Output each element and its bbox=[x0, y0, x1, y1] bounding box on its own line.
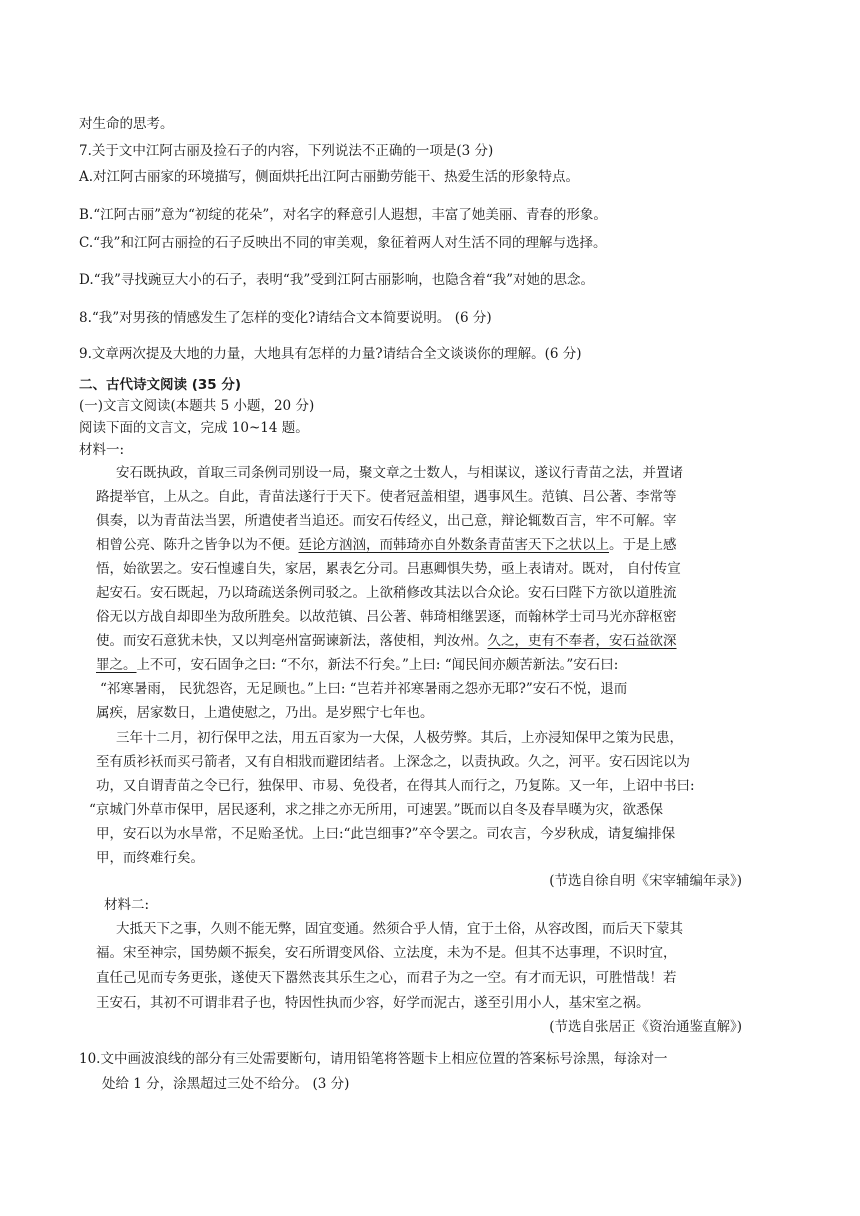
material-1-line: “祁寒暑雨， 民犹怨咨，无足顾也。”上曰: “岂若并祁寒暑雨之怨亦无耶?”安石不悦，退而 bbox=[100, 681, 628, 697]
material-1-label: 材料一: bbox=[79, 442, 125, 458]
question-10-line-2: 处给 1 分，涂黑超过三处不给分。 (3 分) bbox=[102, 1076, 350, 1092]
material-1-line: 悟，始欲罢之。安石惶遽自失，家居，累表乞分司。吕惠卿惧失势，亟上表请对。既对， 自付传宣 bbox=[96, 561, 681, 577]
material-1-line: 属疾，居家数日，上遣使慰之，乃出。是岁熙宁七年也。 bbox=[96, 705, 434, 721]
continuation-text: 对生命的思考。 bbox=[79, 116, 174, 132]
text-segment: 相曾公亮、陈升之皆争以为不便。 bbox=[96, 537, 299, 553]
question-7-option-b: B.“江阿古丽”意为“初绽的花朵”，对名字的释意引人遐想，丰富了她美丽、青春的形象。 bbox=[79, 207, 607, 223]
material-1-line: 甲，而终难行矣。 bbox=[96, 850, 204, 866]
material-1-line: 至有质衫袄而买弓箭者，又有自相戕而避团结者。上深念之，以责执政。久之，河平。安石因诧以为 bbox=[96, 754, 690, 770]
material-1-line: “京城门外草市保甲，居民逐利，求之排之亦无所用，可速罢。”既而以自冬及春旱暵为灾，欲悉保 bbox=[89, 802, 664, 818]
section-heading: 二、古代诗文阅读 (35 分) bbox=[79, 377, 242, 393]
question-7-option-a: A.对江阿古丽家的环境描写，侧面烘托出江阿古丽勤劳能干、热爱生活的形象特点。 bbox=[79, 169, 580, 185]
material-1-line: 起安石。安石既起，乃以琦疏送条例司驳之。上欲稍修改其法以合众论。安石曰陛下方欲以道胜流 bbox=[96, 585, 677, 601]
question-9: 9.文章两次提及大地的力量，大地具有怎样的力量?请结合全文谈谈你的理解。(6 分) bbox=[79, 346, 582, 362]
material-1-line: 安石既执政，首取三司条例司别设一局，聚文章之士数人，与相谋议，遂议行青苗之法，并置诸 bbox=[116, 465, 683, 481]
material-2-label: 材料二: bbox=[104, 897, 150, 913]
material-1-line bbox=[96, 631, 677, 651]
material-2-line: 大抵天下之事，久则不能无弊，固宜变通。然须合乎人情，宜于土俗，从容改图，而后天下蒙其 bbox=[116, 921, 683, 937]
question-7-option-c: C.“我”和江阿古丽捡的石子反映出不同的审美观，象征着两人对生活不同的理解与选择。 bbox=[79, 235, 607, 251]
material-2-line: 福。宋至神宗，国势颇不振矣，安石所谓变风俗、立法度，未为不是。但其不达事理，不识时宜， bbox=[96, 945, 677, 961]
question-7-stem: 7.关于文中江阿古丽及捡石子的内容，下列说法不正确的一项是(3 分) bbox=[79, 143, 494, 159]
question-7-option-d: D.“我”寻找豌豆大小的石子，表明“我”受到江阿古丽影响，也隐含着“我”对她的思念。 bbox=[79, 272, 595, 288]
material-2-line: 王安石，其初不可谓非君子也，特因性执而少容，好学而泥古，遂至引用小人，基宋室之祸。 bbox=[96, 995, 650, 1011]
text-segment: 使。而安石意犹未快，又以判亳州富弼谏新法，落使相，判汝州。 bbox=[96, 633, 488, 649]
text-segment: 上不可，安石固争之曰: “不尔，新法不行矣。”上曰: “闻民间亦颇苦新法。”安石曰: bbox=[136, 657, 619, 673]
material-2-source: (节选自张居正《资治通鉴直解》) bbox=[549, 1019, 742, 1035]
material-1-line: 三年十二月，初行保甲之法，用五百家为一大保，人极劳弊。其后，上亦浸知保甲之策为民患， bbox=[116, 730, 683, 746]
underlined-sentence: 久之，吏有不奉者，安石益欲深 bbox=[487, 633, 677, 649]
subsection-heading: (一)文言文阅读(本题共 5 小题，20 分) bbox=[79, 398, 315, 414]
question-8: 8.“我”对男孩的情感发生了怎样的变化?请结合文本简要说明。 (6 分) bbox=[79, 310, 492, 326]
material-1-source: (节选自徐自明《宋宰辅编年录》) bbox=[549, 873, 742, 889]
material-1-line: 甲，安石以为水旱常，不足贻圣忧。上曰:“此岂细事?”卒令罢之。司农言，今岁秋成，请复编排保 bbox=[96, 826, 676, 842]
underlined-sentence: 罪之。 bbox=[96, 657, 137, 673]
underlined-sentence: 廷论方汹汹，而韩琦亦自外数条青苗害天下之状以上 bbox=[298, 537, 609, 553]
reading-instruction: 阅读下面的文言文，完成 10~14 题。 bbox=[79, 420, 309, 436]
material-1-line: 功，又自谓青苗之令已行，独保甲、市易、免役者，在得其人而行之，乃复陈。又一年，上诏中书曰: bbox=[96, 778, 695, 794]
material-1-line bbox=[96, 655, 618, 675]
material-1-line: 俱奏，以为青苗法当罢，所遣使者当追还。而安石传经义，出己意，辩论辄数百言，牢不可解。宰 bbox=[96, 513, 677, 529]
text-segment: 。于是上感 bbox=[609, 537, 677, 553]
material-2-line: 直任己见而专务更张，遂使天下嚣然丧其乐生之心，而君子为之一空。有才而无识，可胜惜哉！若 bbox=[96, 970, 677, 986]
material-1-line: 路提举官，上从之。自此，青苗法遂行于天下。使者冠盖相望，遇事风生。范镇、吕公著、李常等 bbox=[96, 489, 677, 505]
material-1-line bbox=[96, 535, 677, 555]
material-1-line: 俗无以方战自却即坐为敌所胜矣。以故范镇、吕公著、韩琦相继罢逐，而翰林学士司马光亦辞枢密 bbox=[96, 609, 677, 625]
question-10-line-1: 10.文中画波浪线的部分有三处需要断句，请用铅笔将答题卡上相应位置的答案标号涂黑，每涂对一 bbox=[79, 1051, 668, 1067]
